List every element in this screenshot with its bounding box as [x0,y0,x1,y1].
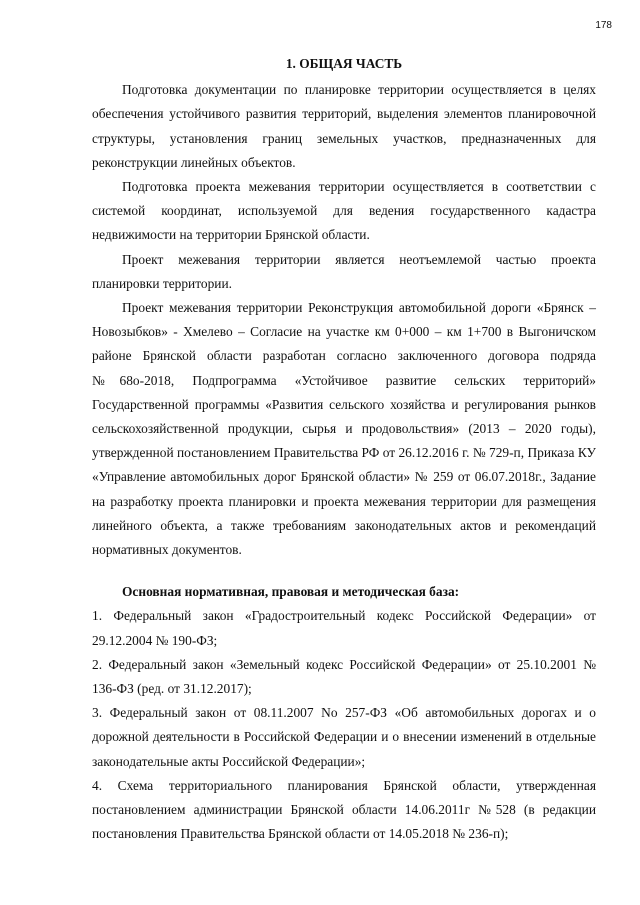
section-heading: 1. ОБЩАЯ ЧАСТЬ [285,56,403,71]
paragraph: Проект межевания территории Реконструкция автомобильной дороги «Брянск – Новозыбков» - Хмелево – Согласие на участке км 0+000 – км 1+700 в Выгоничском районе Брянской области разработан согласно заключенного договора подряда №68о-2018, Подпрограмма «Устойчивое развитие сельских территорий» Государственной программы «Развития сельского хозяйства и регулирования рынков сельскохозяйственной продукции, сырья и продовольствия» (2013 – 2020 годы), утвержденной постановлением Правительства РФ от 26.12.2016 г. № 729-п, Приказа КУ «Управление автомобильных дорог Брянской области» № 259 от 06.07.2018г., Задание на разработку проекта планировки и проекта межевания территории для размещения линейного объекта, а также требованиям законодательных актов и рекомендаций нормативных документов. [92,300,596,558]
list-item: 3. Федеральный закон от 08.11.2007 No 257-ФЗ «Об автомобильных дорогах и о дорожной деятельности в Российской Федерации и о внесении изменений в отдельные законодательные акты Российской Федерации»; [92,705,596,769]
paragraph: Проект межевания территории является неотъемлемой частью проекта планировки территории. [92,251,596,291]
document-body [92,52,596,847]
list-item: 1. Федеральный закон «Градостроительный кодекс Российской Федерации» от 29.12.2004 № 190-ФЗ; [92,608,596,648]
normative-base-heading: Основная нормативная, правовая и методическая база: [122,584,460,600]
list-item: 2. Федеральный закон «Земельный кодекс Российской Федерации» от 25.10.2001 № 136-ФЗ (ред. от 31.12.2017); [92,656,596,697]
paragraph: Подготовка проекта межевания территории осуществляется в соответствии с системой координат, используемой для ведения государственного кадастра недвижимости на территории Брянской области. [92,179,596,243]
paragraph: Подготовка документации по планировке территории осуществляется в целях обеспечения устойчивого развития территорий, выделения элементов планировочной структуры, установления границ земельных участков, предназначенных для реконструкции линейных объектов. [92,82,596,170]
list-item: 4. Схема территориального планирования Брянской области, утвержденная постановлением администрации Брянской области 14.06.2011г №528 (в редакции постановления Правительства Брянской области от 14.05.2018 № 236-п); [92,777,596,842]
page-number: 178 [595,20,612,31]
normative-list [92,604,596,846]
